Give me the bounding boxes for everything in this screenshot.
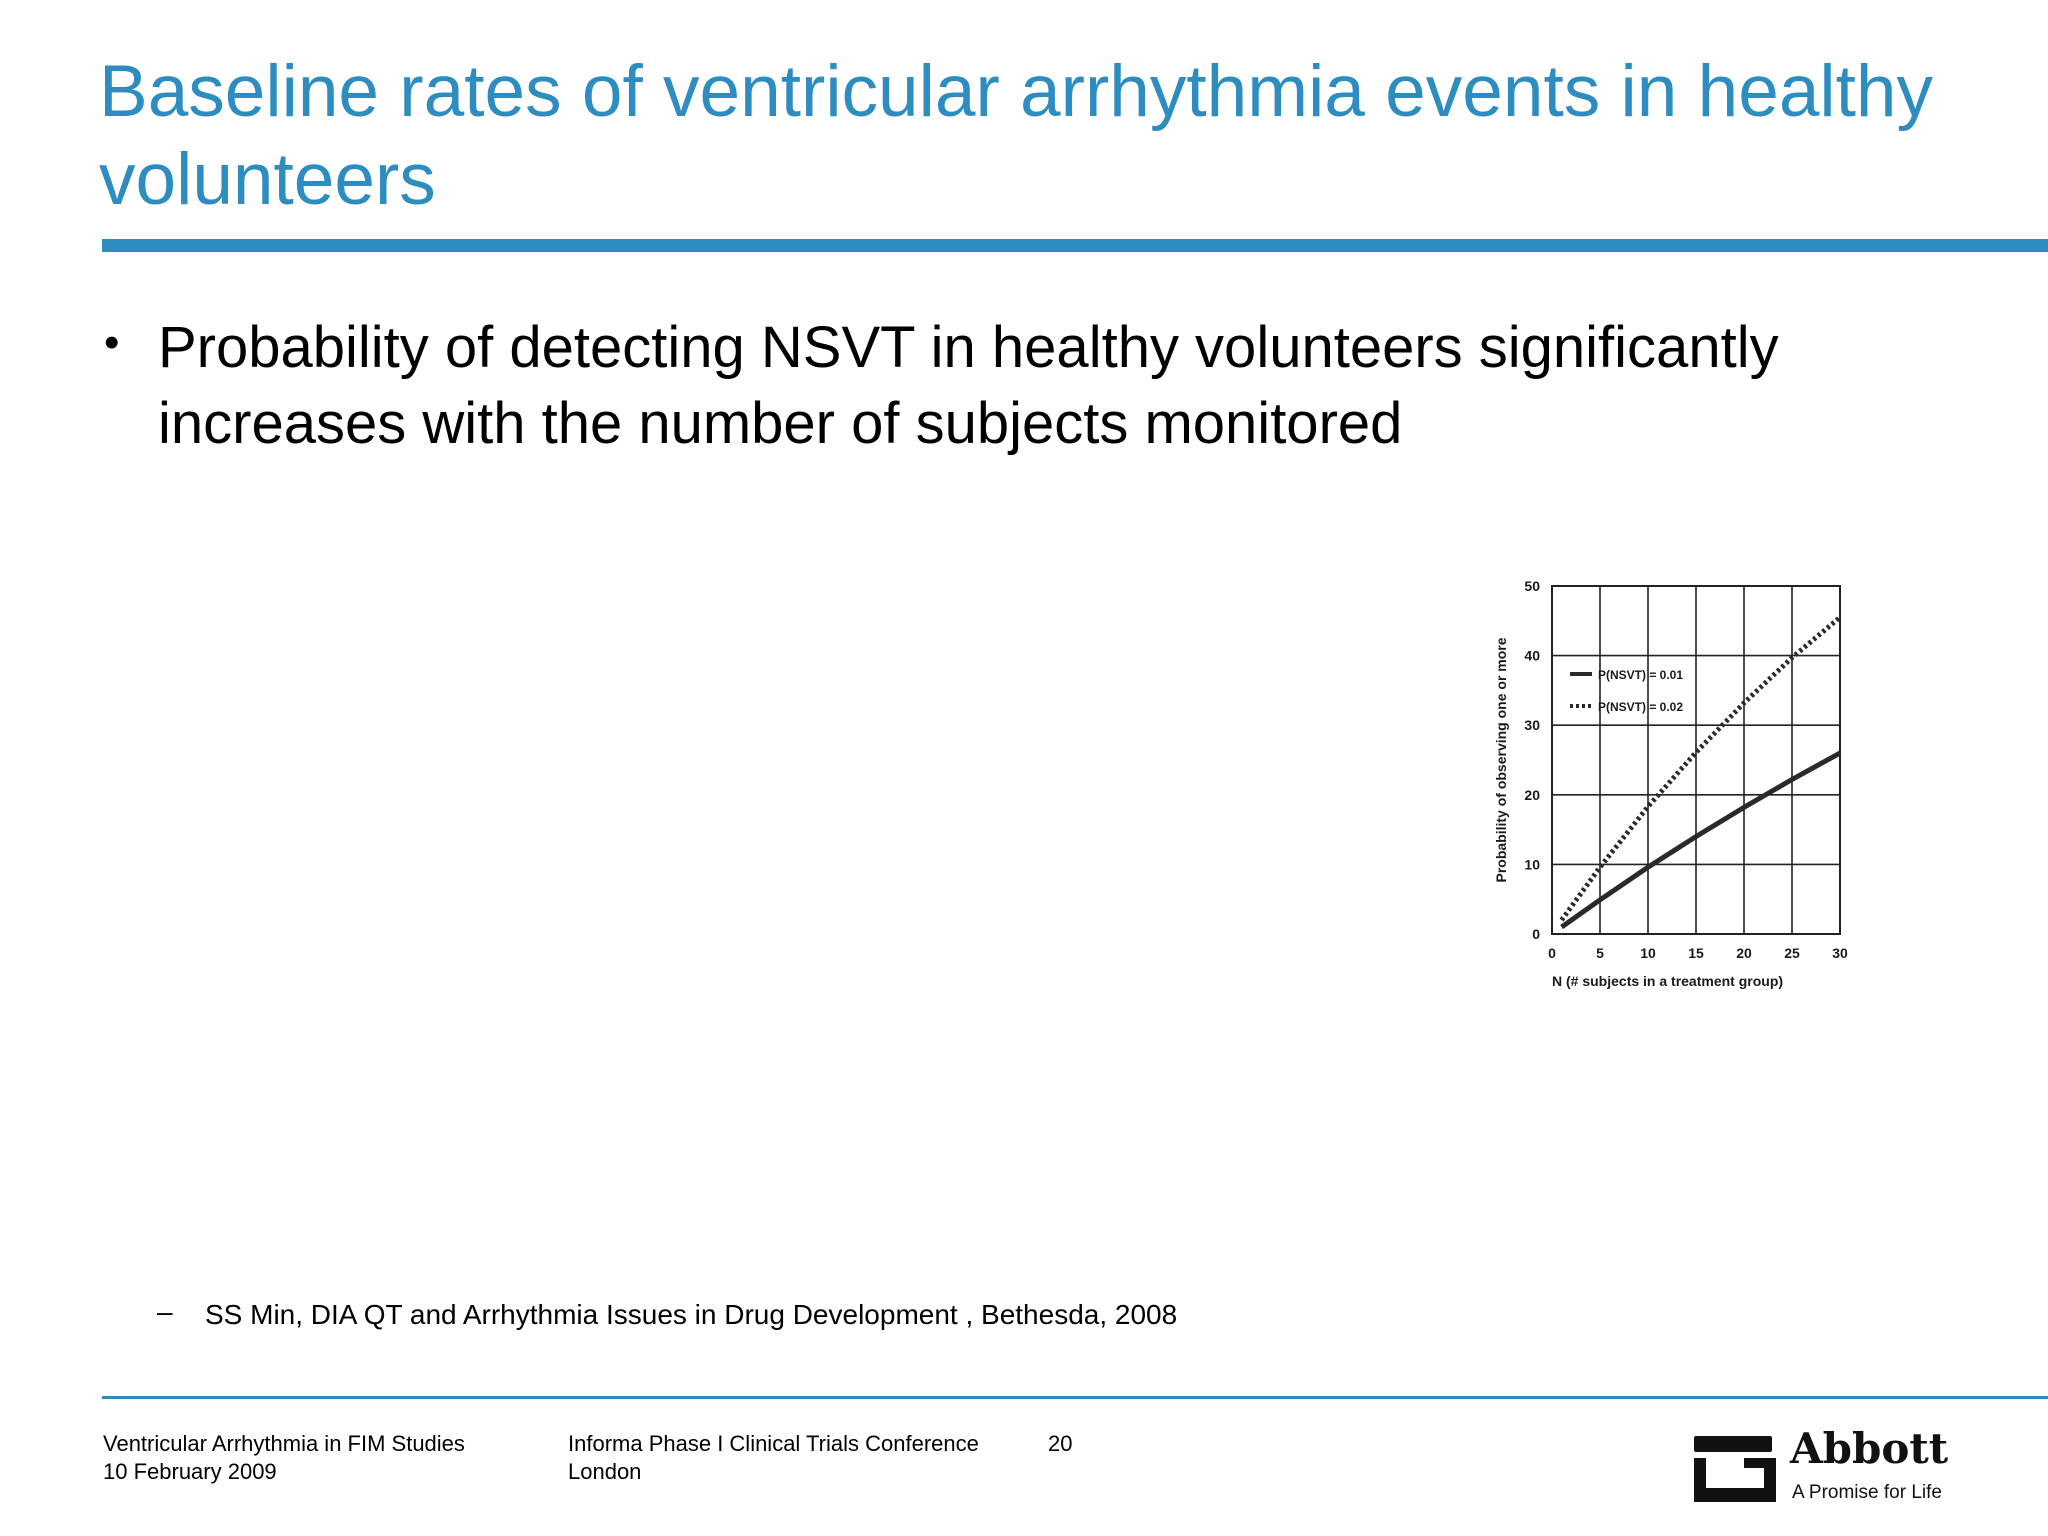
footer-divider bbox=[102, 1396, 2048, 1399]
x-tick-label: 5 bbox=[1596, 945, 1604, 961]
bullet-text: Probability of detecting NSVT in healthy volunteers significantly increases with the number of subjects monitored bbox=[158, 315, 1779, 456]
x-axis-label: N (# subjects in a treatment group) bbox=[1552, 973, 1784, 989]
series-line-2 bbox=[1562, 617, 1840, 920]
footer-presentation-title: Ventricular Arrhythmia in FIM Studies bbox=[103, 1431, 465, 1456]
bullet-marker: • bbox=[104, 318, 120, 367]
y-axis-label: Probability of observing one or more bbox=[1493, 637, 1509, 883]
slide-title: Baseline rates of ventricular arrhythmia events in healthy volunteers bbox=[99, 51, 1934, 220]
abbott-logo-icon bbox=[1690, 1432, 1776, 1502]
legend-label-2: P(NSVT) = 0.02 bbox=[1598, 700, 1684, 714]
citation: SS Min, DIA QT and Arrhythmia Issues in Drug Development , Bethesda, 2008 bbox=[205, 1299, 1178, 1330]
y-tick-label: 0 bbox=[1532, 926, 1540, 942]
y-tick-label: 40 bbox=[1524, 647, 1540, 664]
citation-dash: – bbox=[157, 1296, 173, 1327]
x-tick-label: 30 bbox=[1832, 945, 1848, 961]
y-tick-label: 50 bbox=[1524, 578, 1540, 594]
x-tick-label: 10 bbox=[1640, 945, 1656, 961]
y-tick-label: 20 bbox=[1524, 786, 1540, 803]
x-tick-label: 0 bbox=[1548, 945, 1556, 961]
series-line-1 bbox=[1562, 753, 1840, 927]
page-number: 20 bbox=[1048, 1431, 1073, 1456]
x-tick-label: 15 bbox=[1688, 945, 1704, 961]
x-tick-label: 25 bbox=[1784, 945, 1800, 961]
footer-conference: Informa Phase I Clinical Trials Conference bbox=[568, 1431, 979, 1456]
y-tick-label: 10 bbox=[1524, 856, 1540, 873]
brand-tagline: A Promise for Life bbox=[1792, 1482, 1942, 1503]
x-tick-label: 20 bbox=[1736, 945, 1752, 961]
y-tick-label: 30 bbox=[1524, 717, 1540, 734]
title-divider bbox=[102, 239, 2048, 252]
nsvt-probability-chart bbox=[1460, 572, 1860, 1002]
legend-label-1: P(NSVT) = 0.01 bbox=[1598, 668, 1684, 682]
footer-date: 10 February 2009 bbox=[103, 1459, 277, 1484]
brand-name: Abbott bbox=[1790, 1424, 1949, 1473]
footer-location: London bbox=[568, 1459, 642, 1484]
